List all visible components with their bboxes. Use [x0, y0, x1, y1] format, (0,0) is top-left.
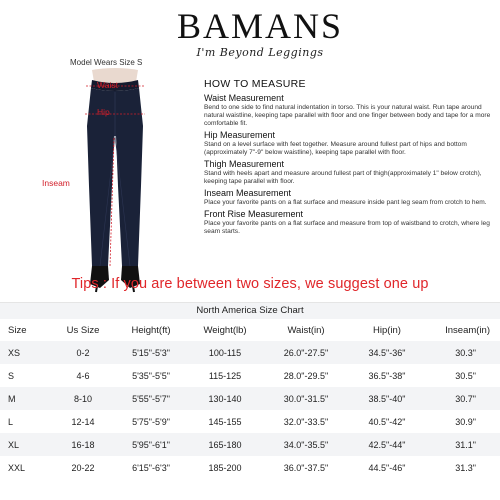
- guide-heading: Thigh Measurement: [204, 159, 285, 169]
- inseam-label: Inseam: [42, 178, 70, 188]
- table-cell: 28.0"-29.5": [262, 364, 350, 387]
- table-cell: L: [0, 410, 52, 433]
- brand-tagline: I'm Beyond Leggings: [196, 46, 324, 59]
- guide-title: HOW TO MEASURE: [204, 78, 306, 90]
- table-cell: 12-14: [52, 410, 114, 433]
- table-cell: 40.5"-42": [350, 410, 424, 433]
- table-cell: XS: [0, 341, 52, 364]
- table-cell: 34.5"-36": [350, 341, 424, 364]
- table-cell: 145-155: [188, 410, 262, 433]
- guide-section-hip: [204, 130, 496, 157]
- column-header: Size: [0, 319, 52, 341]
- guide-text: Place your favorite pants on a flat surface and measure from top of waistband to crotch, where leg seam starts.: [204, 220, 490, 235]
- column-header: Hip(in): [350, 319, 424, 341]
- table-cell: 26.0"-27.5": [262, 341, 350, 364]
- table-cell: 38.5"-40": [350, 387, 424, 410]
- table-cell: M: [0, 387, 52, 410]
- table-cell: 42.5"-44": [350, 433, 424, 456]
- guide-text: Bend to one side to find natural indentation in torso. This is your natural waist. Run tape around natural waistline, keeping tape parallel with floor and one finger between body and tape for a more comfortable fit.: [204, 104, 491, 127]
- table-cell: 31.3": [424, 456, 500, 479]
- table-cell: 36.5"-38": [350, 364, 424, 387]
- guide-heading: Inseam Measurement: [204, 188, 292, 198]
- table-cell: 8-10: [52, 387, 114, 410]
- table-cell: 115-125: [188, 364, 262, 387]
- column-header: Weight(lb): [188, 319, 262, 341]
- table-cell: 165-180: [188, 433, 262, 456]
- table-cell: 32.0"-33.5": [262, 410, 350, 433]
- guide-text: Place your favorite pants on a flat surface and measure inside pant leg seam from crotch to hem.: [204, 199, 487, 206]
- table-cell: 34.0"-35.5": [262, 433, 350, 456]
- guide-text: Stand on a level surface with feet together. Measure around fullest part of hips and bottom (approximately 7"-9" below waistline), keeping tape parallel with floor.: [204, 141, 467, 156]
- brand-header: [160, 6, 360, 59]
- table-cell: 16-18: [52, 433, 114, 456]
- guide-section-inseam: [204, 188, 496, 207]
- column-header: Waist(in): [262, 319, 350, 341]
- table-cell: 5'55"-5'7": [114, 387, 188, 410]
- table-cell: 6'15"-6'3": [114, 456, 188, 479]
- table-cell: 5'35"-5'5": [114, 364, 188, 387]
- table-row: [0, 456, 500, 479]
- table-cell: 5'95"-6'1": [114, 433, 188, 456]
- guide-heading: Hip Measurement: [204, 130, 276, 140]
- table-cell: 30.0"-31.5": [262, 387, 350, 410]
- table-cell: 36.0"-37.5": [262, 456, 350, 479]
- brand-logo: BAMANS: [176, 6, 344, 46]
- table-cell: 5'15"-5'3": [114, 341, 188, 364]
- table-cell: 30.9": [424, 410, 500, 433]
- table-cell: 31.1": [424, 433, 500, 456]
- table-cell: 44.5"-46": [350, 456, 424, 479]
- measure-guide: [204, 78, 496, 238]
- table-cell: 30.3": [424, 341, 500, 364]
- table-row: [0, 387, 500, 410]
- model-figure: [30, 66, 200, 300]
- table-cell: 5'75"-5'9": [114, 410, 188, 433]
- column-header: Inseam(in): [424, 319, 500, 341]
- size-chart: [0, 302, 500, 478]
- table-row: [0, 341, 500, 364]
- guide-text: Stand with heels apart and measure around fullest part of thigh(approximately 1" below crotch), keeping tape parallel with floor.: [204, 170, 482, 185]
- table-cell: 20-22: [52, 456, 114, 479]
- table-row: [0, 410, 500, 433]
- table-cell: 0-2: [52, 341, 114, 364]
- table-cell: 4-6: [52, 364, 114, 387]
- guide-heading: Waist Measurement: [204, 93, 284, 103]
- model-caption: Model Wears Size S: [70, 58, 143, 67]
- table-cell: 30.7": [424, 387, 500, 410]
- table-cell: 185-200: [188, 456, 262, 479]
- table-header-row: [0, 319, 500, 341]
- guide-section-waist: [204, 93, 496, 128]
- guide-heading: Front Rise Measurement: [204, 209, 304, 219]
- guide-section-front-rise: [204, 209, 496, 236]
- table-row: [0, 433, 500, 456]
- table-cell: XL: [0, 433, 52, 456]
- table-cell: S: [0, 364, 52, 387]
- table-cell: 130-140: [188, 387, 262, 410]
- column-header: Us Size: [52, 319, 114, 341]
- size-chart-title: North America Size Chart: [196, 305, 304, 316]
- table-row: [0, 364, 500, 387]
- guide-section-thigh: [204, 159, 496, 186]
- table-cell: XXL: [0, 456, 52, 479]
- size-chart-table: [0, 319, 500, 479]
- sizing-tip: Tips : If you are between two sizes, we suggest one up: [71, 276, 429, 292]
- table-cell: 30.5": [424, 364, 500, 387]
- table-cell: 100-115: [188, 341, 262, 364]
- hip-label: Hip: [97, 107, 110, 117]
- waist-label: Waist: [97, 80, 118, 90]
- column-header: Height(ft): [114, 319, 188, 341]
